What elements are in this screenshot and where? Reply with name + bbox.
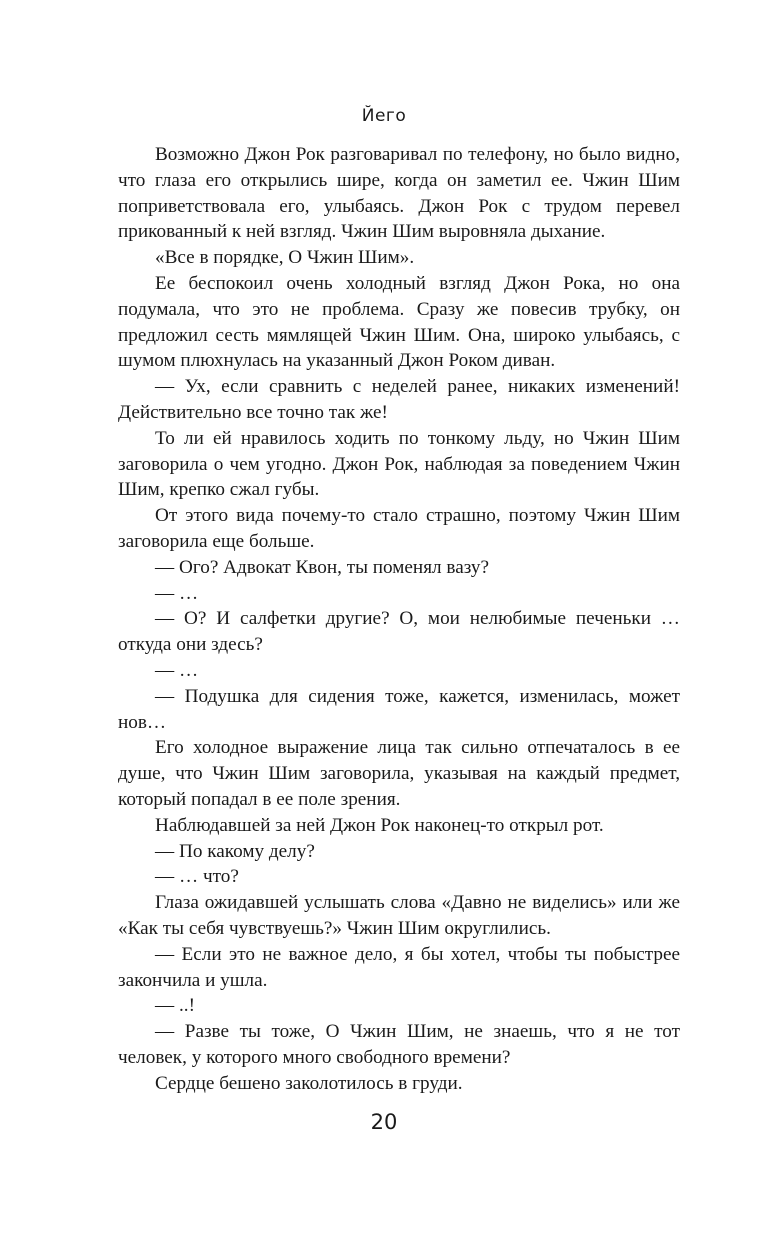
paragraph: — … <box>155 582 199 604</box>
paragraph: — О? И салфетки другие? О, мои нелюбимые печеньки … откуда они здесь? <box>118 608 680 656</box>
paragraph: — Если это не важное дело, я бы хотел, чтобы ты побыстрее закончила и ушла. <box>118 943 680 991</box>
paragraph: — Подушка для сидения тоже, кажется, изменилась, может нов… <box>118 685 680 733</box>
paragraph: Ее беспокоил очень холодный взгляд Джон Рока, но она подумала, что это не проблема. Сразу же повесив трубку, он предложил сесть мямлящей Чжин Шим. Она, широко улыбаясь, с шумом плюхнулась на указанный Джон Роком диван. <box>118 272 680 372</box>
paragraph: — Ого? Адвокат Квон, ты поменял вазу? <box>155 556 489 578</box>
running-header: Йего <box>361 106 407 126</box>
page-number: 20 <box>370 1110 398 1134</box>
paragraph: «Все в порядке, О Чжин Шим». <box>155 247 415 269</box>
page-text <box>118 142 680 1096</box>
paragraph: — Ух, если сравнить с неделей ранее, никаких изменений! Действительно все точно так же! <box>118 376 680 423</box>
paragraph: Сердце бешено заколотилось в груди. <box>155 1072 463 1094</box>
paragraph: Его холодное выражение лица так сильно отпечаталось в ее душе, что Чжин Шим заговорила, указывая на каждый предмет, который попадал в ее поле зрения. <box>118 737 680 810</box>
paragraph: От этого вида почему-то стало страшно, поэтому Чжин Шим заговорила еще больше. <box>118 505 680 552</box>
paragraph: — По какому делу? <box>155 840 315 862</box>
paragraph: — Разве ты тоже, О Чжин Шим, не знаешь, что я не тот человек, у которого много свободного времени? <box>118 1021 680 1068</box>
paragraph: Наблюдавшей за ней Джон Рок наконец-то открыл рот. <box>155 814 604 836</box>
paragraph: — … что? <box>155 866 239 888</box>
paragraph: Возможно Джон Рок разговаривал по телефону, но было видно, что глаза его открылись шире, когда он заметил ее. Чжин Шим поприветствовала его, улыбаясь. Джон Рок с трудом перевел прикованный к ней взгляд. Чжин Шим выровняла дыхание. <box>118 144 680 243</box>
paragraph: То ли ей нравилось ходить по тонкому льду, но Чжин Шим заговорила о чем угодно. Джон Рок, наблюдая за поведением Чжин Шим, крепко сжал губы. <box>118 427 680 501</box>
paragraph: — ..! <box>155 995 195 1017</box>
paragraph: Глаза ожидавшей услышать слова «Давно не виделись» или же «Как ты себя чувствуешь?» Чжин Шим округлились. <box>118 892 680 939</box>
paragraph: — … <box>155 659 199 681</box>
